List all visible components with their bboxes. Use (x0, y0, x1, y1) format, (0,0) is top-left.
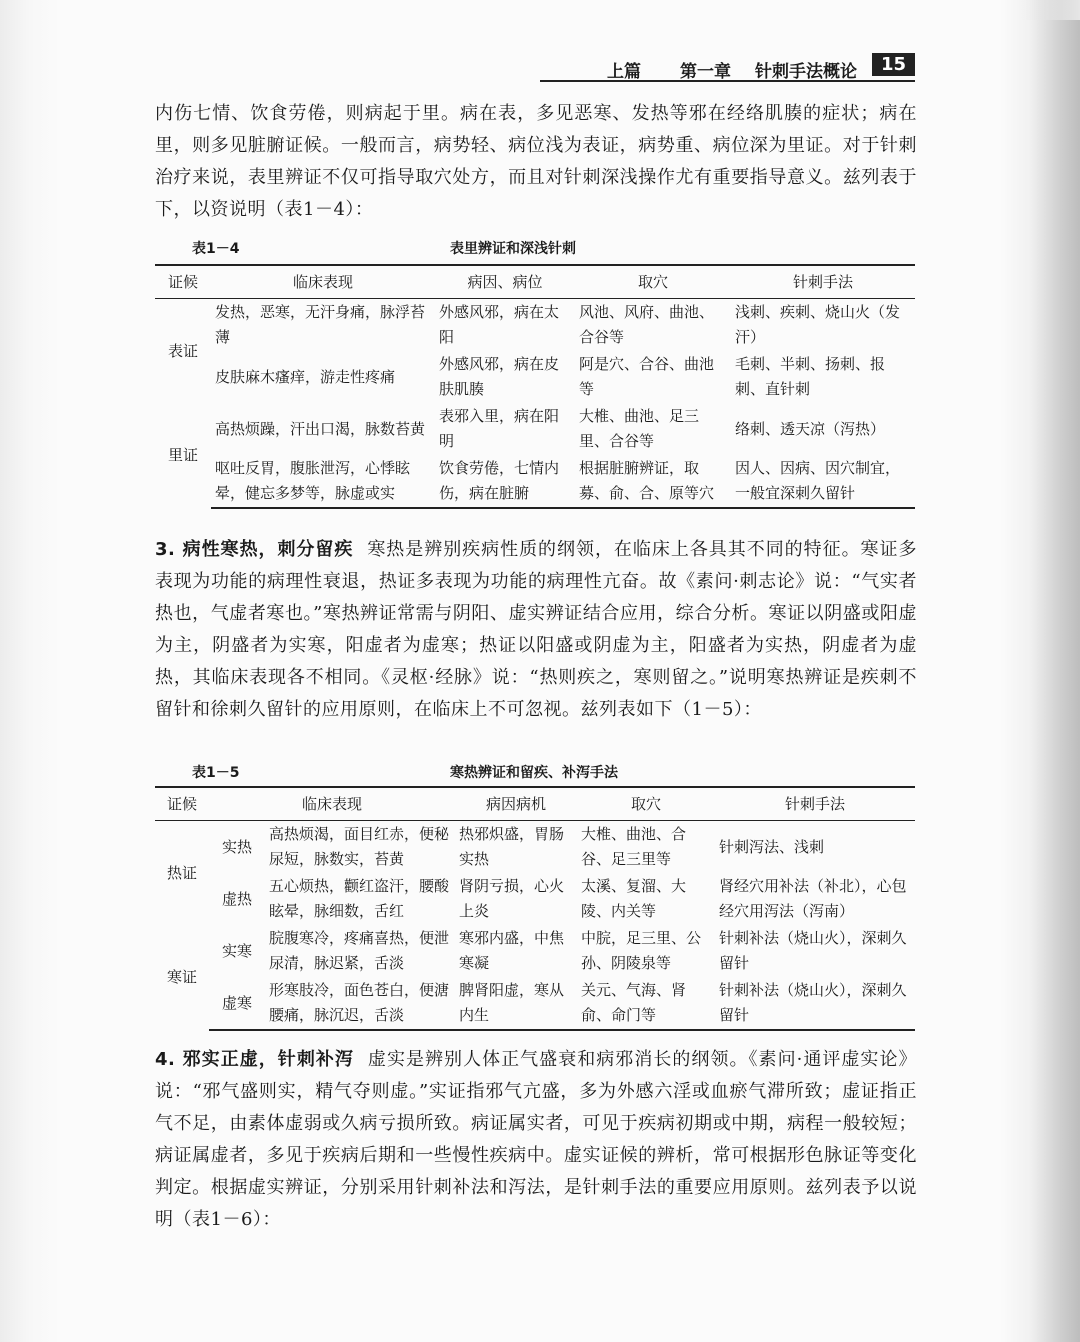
table-1-4-number: 表1－4 (192, 241, 240, 257)
table-row (155, 821, 915, 874)
paragraph-cold-heat (155, 534, 917, 726)
header-cause: 病因病机 (455, 787, 577, 821)
syndrome-cell: 里证 (167, 446, 198, 464)
cause-cell: 表邪入里，病在阳明 (439, 407, 560, 450)
header-syndrome: 证候 (155, 265, 211, 299)
method-cell: 毛刺、半刺、扬刺、报刺、直针刺 (735, 355, 886, 398)
subtype-cell: 实寒 (221, 941, 252, 960)
cause-cell: 外感风邪，病在皮肤肌腠 (439, 355, 560, 398)
table-row (155, 873, 915, 925)
table-row (155, 351, 915, 403)
clinical-cell: 高热烦渴，面目红赤，便秘尿短，脉数实，苔黄 (269, 825, 450, 868)
header-clinical: 临床表现 (211, 265, 435, 299)
header-points: 取穴 (575, 265, 731, 299)
syndrome-cell: 寒证 (166, 968, 197, 986)
subtype-cell: 虚热 (221, 889, 252, 908)
points-cell: 太溪、复溜、大陵、内关等 (581, 877, 687, 920)
table-row (155, 977, 915, 1030)
section-heading: 4. 邪实正虚，针刺补泻 (155, 1049, 354, 1070)
points-cell: 风池、风府、曲池、合谷等 (579, 303, 715, 346)
header-clinical: 临床表现 (209, 787, 455, 821)
clinical-cell: 高热烦躁，汗出口渴，脉数苔黄 (215, 419, 426, 438)
cause-cell: 热邪炽盛，胃肠实热 (459, 825, 565, 868)
header-method: 针刺手法 (715, 787, 915, 821)
cause-cell: 肾阴亏损，心火上炎 (459, 877, 565, 920)
points-cell: 大椎、曲池、足三里、合谷等 (579, 407, 700, 450)
table-1-5-number: 表1－5 (192, 765, 240, 781)
method-cell: 肾经穴用补法（补北），心包经穴用泻法（泻南） (719, 877, 907, 920)
clinical-cell: 发热，恶寒，无汗身痛，脉浮苔薄 (215, 303, 426, 346)
clinical-cell: 呕吐反胃，腹胀泄泻，心悸眩晕，健忘多梦等，脉虚或实 (211, 455, 435, 508)
table-row (155, 925, 915, 977)
table-header-row (155, 787, 915, 821)
cause-cell: 饮食劳倦，七情内伤，病在脏腑 (435, 455, 575, 508)
paragraph-body: 寒热是辨别疾病性质的纲领，在临床上各具其不同的特征。寒证多表现为功能的病理性衰退，热证多表现为功能的病理性亢奋。故《素问·刺志论》说：“气实者热也，气虚者寒也。”寒热辨证常需与阴阳、虚实辨证结合应用，综合分析。寒证以阴盛或阳虚为主，阴盛者为实寒，阳虚者为虚寒；热证以阳盛或阴虚为主，阳盛者为实热，阴虚者为虚热，其临床表现各不相同。《灵枢·经脉》说：“热则疾之，寒则留之。”说明寒热辨证是疾刺不留针和徐刺久留针的应用原则，在临床上不可忽视。兹列表如下（1－5）： (155, 539, 917, 720)
cause-cell: 寒邪内盛，中焦寒凝 (459, 929, 565, 972)
table-1-5-title: 寒热辨证和留疾、补泻手法 (450, 765, 618, 781)
method-cell: 针刺补法（烧山火），深刺久留针 (719, 929, 907, 972)
paragraph-excess-deficiency (155, 1044, 917, 1236)
method-cell: 浅刺、疾刺、烧山火（发汗） (735, 303, 901, 346)
cause-cell: 脾肾阳虚，寒从内生 (455, 977, 577, 1030)
running-header (540, 50, 915, 82)
header-part: 上篇 (607, 62, 641, 82)
header-method: 针刺手法 (731, 265, 915, 299)
table-row (155, 455, 915, 508)
points-cell: 根据脏腑辨证，取募、俞、合、原等穴 (575, 455, 731, 508)
points-cell: 大椎、曲池、合谷、足三里等 (581, 825, 687, 868)
header-points: 取穴 (577, 787, 715, 821)
paragraph-intro: 内伤七情、饮食劳倦，则病起于里。病在表，多见恶寒、发热等邪在经络肌腠的症状；病在里，则多见脏腑证候。一般而言，病势轻、病位浅为表证，病势重、病位深为里证。对于针刺治疗来说，表里辨证不仅可指导取穴处方，而且对针刺深浅操作尤有重要指导意义。兹列表于下，以资说明（表1－4）： (155, 103, 917, 220)
subtype-cell: 虚寒 (209, 977, 265, 1030)
cause-cell: 外感风邪，病在太阳 (439, 303, 560, 346)
table-1-5 (155, 786, 915, 1031)
points-cell: 中脘，足三里、公孙、阴陵泉等 (581, 929, 702, 972)
method-cell: 针刺补法（烧山火），深刺久留针 (715, 977, 915, 1030)
table-1-4-title: 表里辨证和深浅针刺 (450, 241, 576, 257)
clinical-cell: 脘腹寒冷，疼痛喜热，便泄尿清，脉迟紧，舌淡 (269, 929, 450, 972)
points-cell: 阿是穴、合谷、曲池等 (579, 355, 715, 398)
method-cell: 针刺泻法、浅刺 (719, 837, 825, 856)
points-cell: 关元、气海、肾俞、命门等 (577, 977, 715, 1030)
header-cause: 病因、病位 (435, 265, 575, 299)
clinical-cell: 皮肤麻木瘙痒，游走性疼痛 (215, 367, 396, 386)
header-title: 针刺手法概论 (755, 62, 857, 82)
page-number: 15 (872, 53, 915, 76)
method-cell: 因人、因病、因穴制宜，一般宜深刺久留针 (731, 455, 915, 508)
section-heading: 3. 病性寒热，刺分留疾 (155, 539, 354, 560)
clinical-cell: 五心烦热，颧红盗汗，腰酸眩晕，脉细数，舌红 (269, 877, 450, 920)
table-row (155, 299, 915, 352)
header-syndrome: 证候 (155, 787, 209, 821)
table-row (155, 403, 915, 455)
page-edge (1020, 0, 1080, 20)
header-chapter: 第一章 (680, 62, 731, 82)
syndrome-cell: 热证 (166, 863, 197, 882)
table-1-4 (155, 264, 915, 509)
table-header-row (155, 265, 915, 299)
syndrome-cell: 表证 (167, 341, 198, 360)
clinical-cell: 形寒肢冷，面色苍白，便溏腰痛，脉沉迟，舌淡 (265, 977, 455, 1030)
paragraph-body: 虚实是辨别人体正气盛衰和病邪消长的纲领。《素问·通评虚实论》说：“邪气盛则实，精气夺则虚。”实证指邪气亢盛，多为外感六淫或血瘀气滞所致；虚证指正气不足，由素体虚弱或久病亏损所致。病证属实者，可见于疾病初期或中期，病程一般较短；病证属虚者，多见于疾病后期和一些慢性疾病中。虚实证候的辨析，常可根据形色脉证等变化判定。根据虚实辨证，分别采用针刺补法和泻法，是针刺手法的重要应用原则。兹列表予以说明（表1－6）： (155, 1049, 917, 1230)
method-cell: 络刺、透天凉（泻热） (735, 419, 886, 438)
subtype-cell: 实热 (221, 837, 252, 856)
